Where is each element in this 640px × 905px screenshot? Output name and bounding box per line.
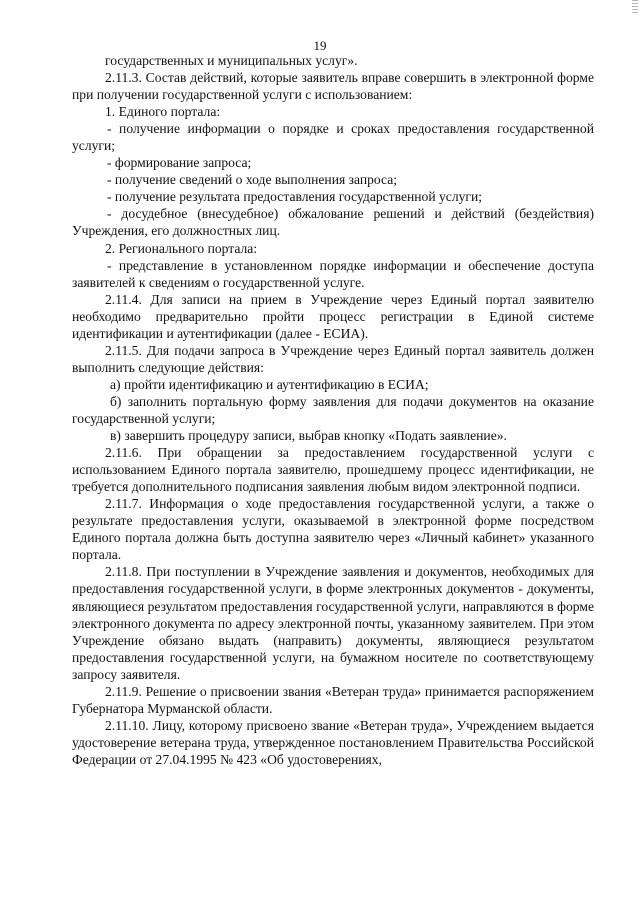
paragraph-2-11-3: 2.11.3. Состав действий, которые заявитель вправе совершить в электронной форме при получении государственной услуги с использованием: <box>72 70 594 103</box>
list-item-c: в) завершить процедуру записи, выбрав кнопку «Подать заявление». <box>110 428 507 444</box>
list-item-request-status: - получение сведений о ходе выполнения запроса; <box>107 172 398 188</box>
document-body <box>72 52 594 768</box>
paragraph-2-11-8: 2.11.8. При поступлении в Учреждение заявления и документов, необходимых для предоставления государственной услуги, в форме электронных документов - документы, являющиеся результатом предоставления государственной услуги, направляются в форме электронного документа по адресу электронной почты, указанному заявителем. При этом Учреждение обязано выдать (направить) документы, являющиеся результатом предоставления государственной услуги, на бумажном носителе по соответствующему запросу заявителя. <box>72 564 594 682</box>
paragraph-continuation: государственных и муниципальных услуг». <box>105 53 358 68</box>
paragraph-2-11-10: 2.11.10. Лицу, которому присвоено звание «Ветеран труда», Учреждением выдается удостоверение ветерана труда, утвержденное постановлением Правительства Российской Федерации от 27.04.1995 № 423 «Об удостоверениях, <box>72 717 594 767</box>
list-item-appeal: - досудебное (внесудебное) обжалование решений и действий (бездействия) Учреждения, его должностных лиц. <box>72 206 594 239</box>
list-item-regional-info: - представление в установленном порядке информации и обеспечение доступа заявителей к сведениям о государственной услуге. <box>72 257 594 290</box>
list-item-result: - получение результата предоставления государственной услуги; <box>107 189 483 205</box>
list-item-b: б) заполнить портальную форму заявления для подачи документов на оказание государственной услуги; <box>72 393 594 426</box>
list-item-request-forming: - формирование запроса; <box>107 155 252 171</box>
list-heading-unified-portal: 1. Единого портала: <box>105 104 221 120</box>
list-heading-regional-portal: 2. Регионального портала: <box>105 240 258 256</box>
list-item-a: а) пройти идентификацию и аутентификацию в ЕСИА; <box>110 376 429 392</box>
paragraph-2-11-9: 2.11.9. Решение о присвоении звания «Ветеран труда» принимается распоряжением Губернатора Мурманской области. <box>72 683 594 716</box>
paragraph-2-11-4: 2.11.4. Для записи на прием в Учреждение через Единый портал заявителю необходимо предварительно пройти процесс регистрации в Единой системе идентификации и аутентификации (далее - ЕСИА). <box>72 291 594 341</box>
page-number: 19 <box>313 38 327 53</box>
scan-edge-mark <box>632 0 638 14</box>
paragraph-2-11-7: 2.11.7. Информация о ходе предоставления государственной услуги, а также о результате предоставления услуги, оказываемой в электронной форме посредством Единого портала должна быть доступна заявителю через «Личный кабинет» указанного портала. <box>72 496 594 563</box>
list-item-information: - получение информации о порядке и сроках предоставления государственной услуги; <box>72 121 594 154</box>
paragraph-2-11-5: 2.11.5. Для подачи запроса в Учреждение через Единый портал заявитель должен выполнить следующие действия: <box>72 342 594 375</box>
paragraph-2-11-6: 2.11.6. При обращении за предоставлением государственной услуги с использованием Единого портала заявителю, прошедшему процесс идентификации, не требуется дополнительного подписания заявления любым видом электронной подписи. <box>72 445 594 495</box>
